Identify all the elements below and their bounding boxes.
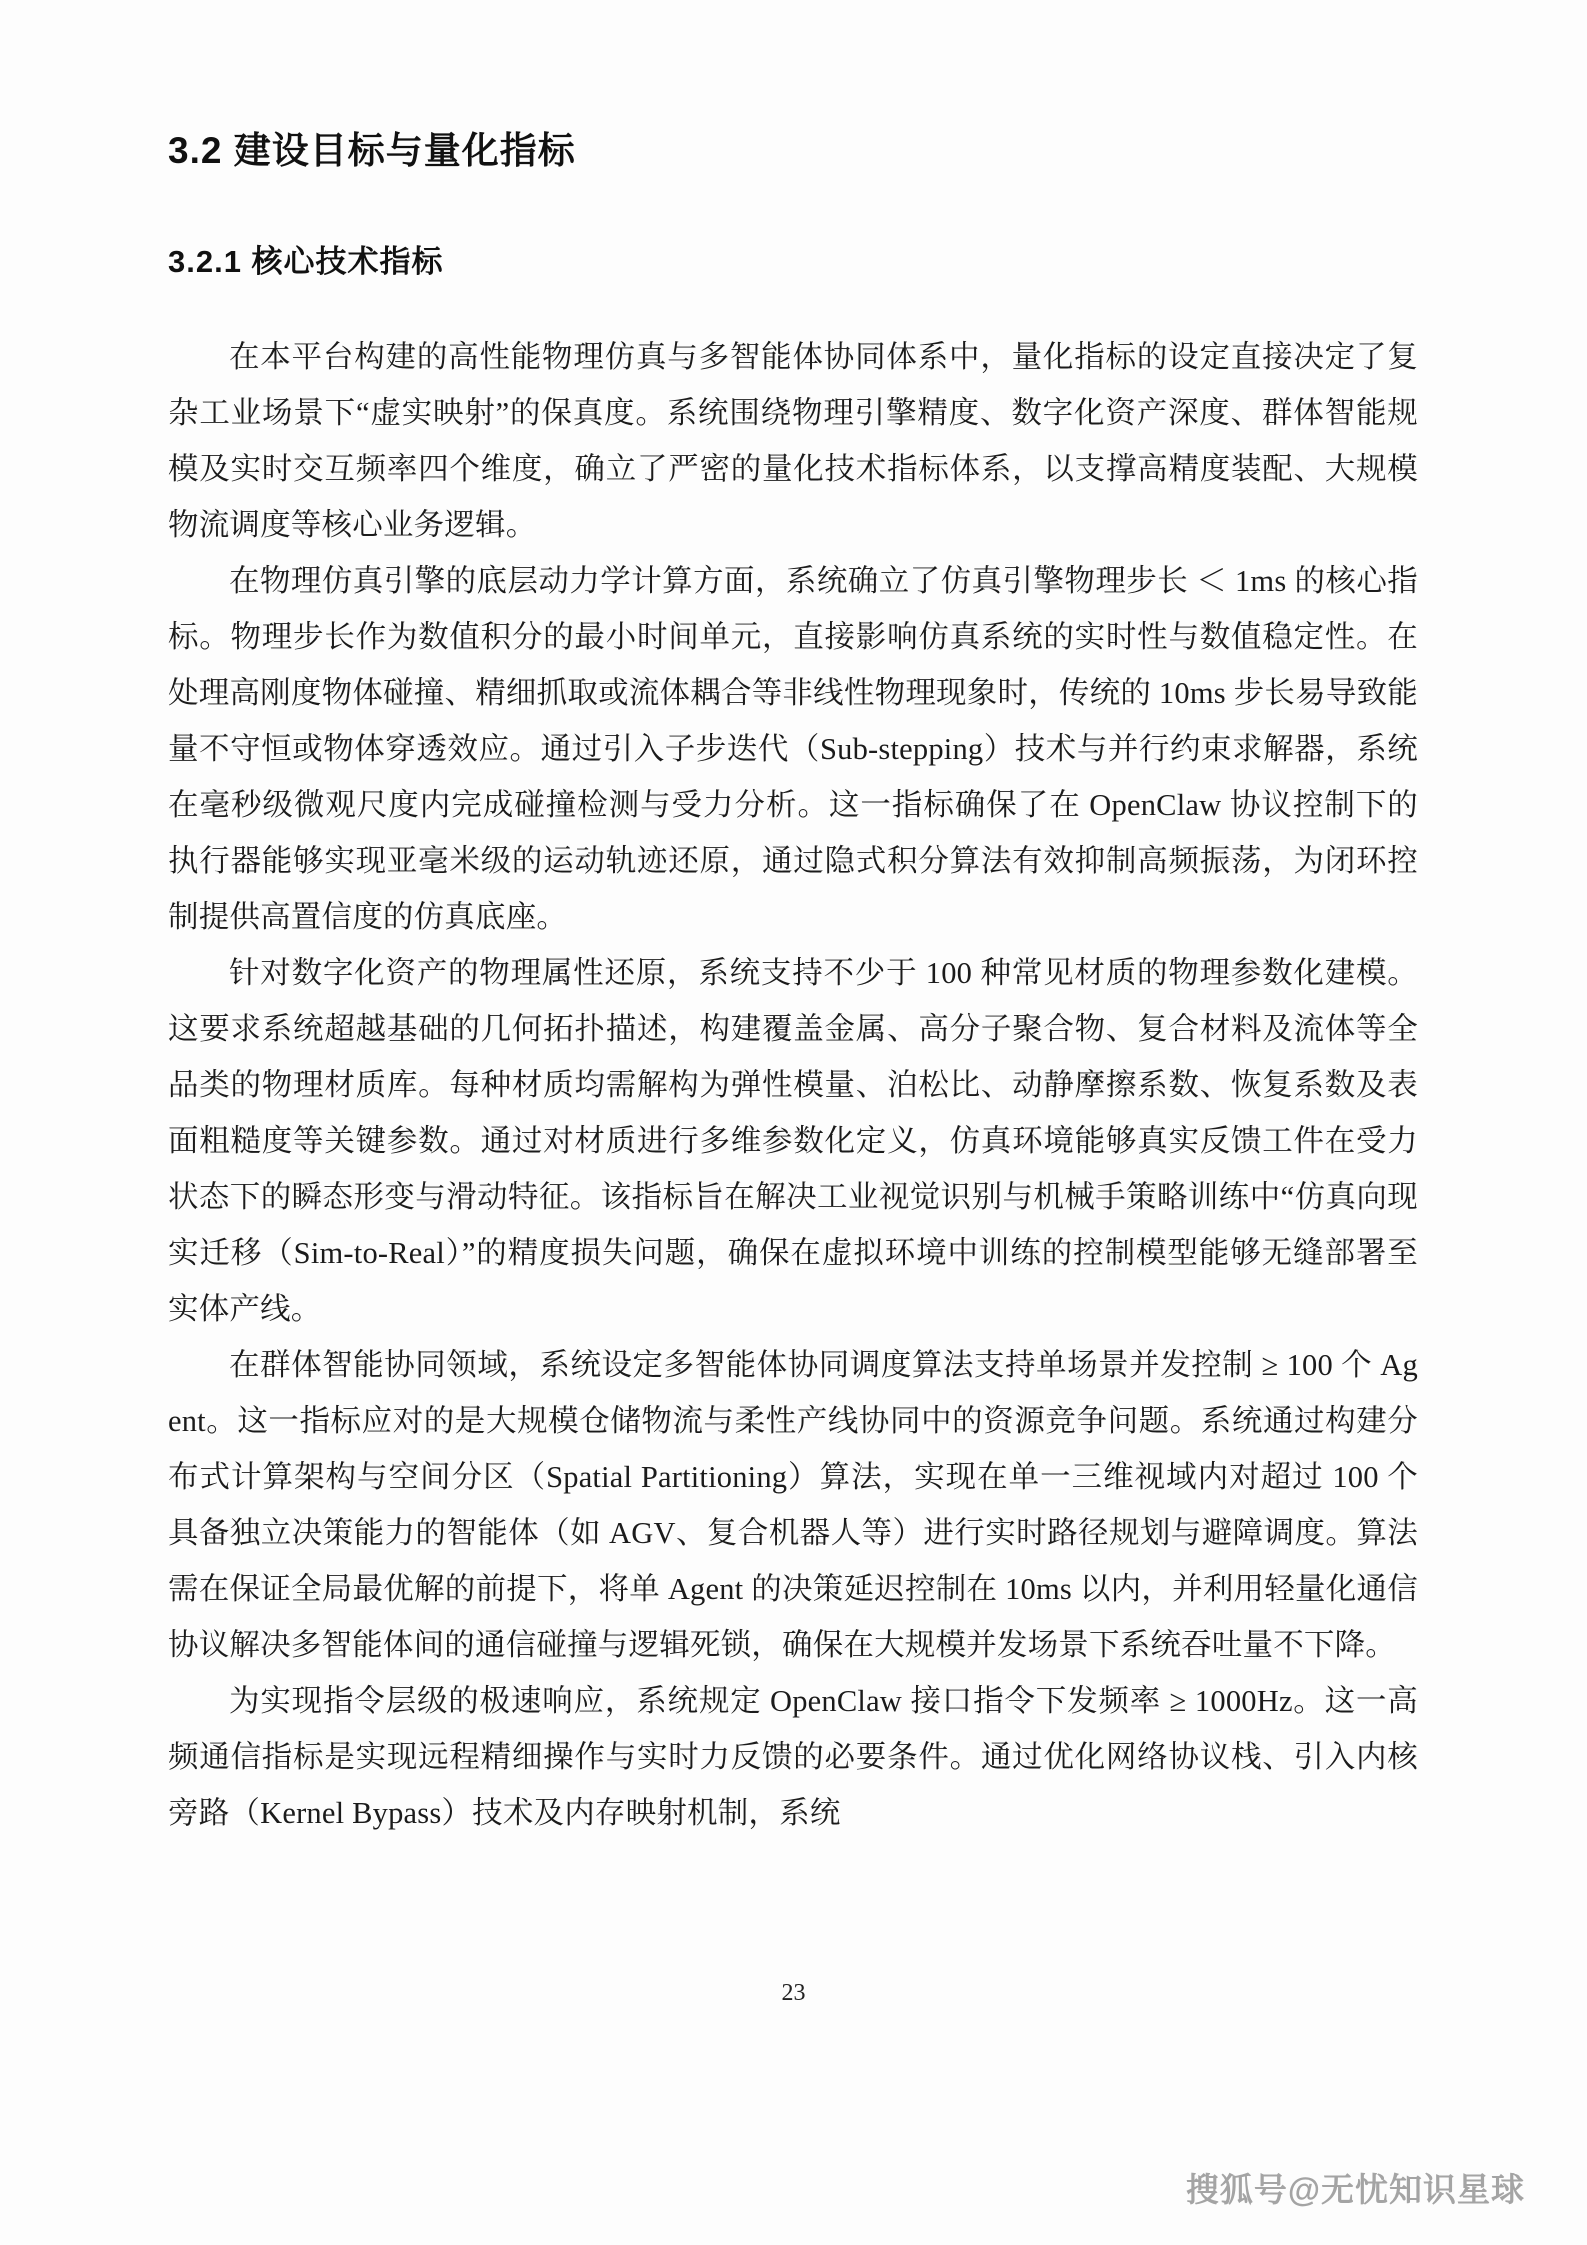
body-paragraph-3: 针对数字化资产的物理属性还原，系统支持不少于 100 种常见材质的物理参数化建模。这要求系统超越基础的几何拓扑描述，构建覆盖金属、高分子聚合物、复合材料及流体等全品类的物理材质库。每种材质均需解构为弹性模量、泊松比、动静摩擦系数、恢复系数及表面粗糙度等关键参数。通过对材质进行多维参数化定义，仿真环境能够真实反馈工件在受力状态下的瞬态形变与滑动特征。该指标旨在解决工业视觉识别与机械手策略训练中“仿真向现实迁移（Sim-to-Real）”的精度损失问题，确保在虚拟环境中训练的控制模型能够无缝部署至实体产线。 (168, 956, 1418, 1326)
body-paragraph-5: 为实现指令层级的极速响应，系统规定 OpenClaw 接口指令下发频率 ≥ 1000Hz。这一高频通信指标是实现远程精细操作与实时力反馈的必要条件。通过优化网络协议栈、引入内核旁路（Kernel Bypass）技术及内存映射机制，系统 (168, 1684, 1418, 1830)
section-heading: 3.2 建设目标与量化指标 (168, 130, 576, 171)
body-paragraph-2: 在物理仿真引擎的底层动力学计算方面，系统确立了仿真引擎物理步长 ＜ 1ms 的核心指标。物理步长作为数值积分的最小时间单元，直接影响仿真系统的实时性与数值稳定性。在处理高刚度物体碰撞、精细抓取或流体耦合等非线性物理现象时，传统的 10ms 步长易导致能量不守恒或物体穿透效应。通过引入子步迭代（Sub-stepping）技术与并行约束求解器，系统在毫秒级微观尺度内完成碰撞检测与受力分析。这一指标确保了在 OpenClaw 协议控制下的执行器能够实现亚毫米级的运动轨迹还原，通过隐式积分算法有效抑制高频振荡，为闭环控制提供高置信度的仿真底座。 (168, 564, 1418, 934)
page-content (168, 120, 1418, 1841)
page-number: 23 (781, 1980, 806, 2006)
body-paragraph-4: 在群体智能协同领域，系统设定多智能体协同调度算法支持单场景并发控制 ≥ 100 个 Agent。这一指标应对的是大规模仓储物流与柔性产线协同中的资源竞争问题。系统通过构建分布式计算架构与空间分区（Spatial Partitioning）算法，实现在单一三维视域内对超过 100 个具备独立决策能力的智能体（如 AGV、复合机器人等）进行实时路径规划与避障调度。算法需在保证全局最优解的前提下，将单 Agent 的决策延迟控制在 10ms 以内，并利用轻量化通信协议解决多智能体间的通信碰撞与逻辑死锁，确保在大规模并发场景下系统吞吐量不下降。 (168, 1348, 1418, 1662)
body-paragraph-1: 在本平台构建的高性能物理仿真与多智能体协同体系中，量化指标的设定直接决定了复杂工业场景下“虚实映射”的保真度。系统围绕物理引擎精度、数字化资产深度、群体智能规模及实时交互频率四个维度，确立了严密的量化技术指标体系，以支撑高精度装配、大规模物流调度等核心业务逻辑。 (168, 340, 1418, 542)
watermark: 搜狐号@无忧知识星球 (1185, 2171, 1525, 2208)
subsection-heading: 3.2.1 核心技术指标 (168, 244, 444, 279)
